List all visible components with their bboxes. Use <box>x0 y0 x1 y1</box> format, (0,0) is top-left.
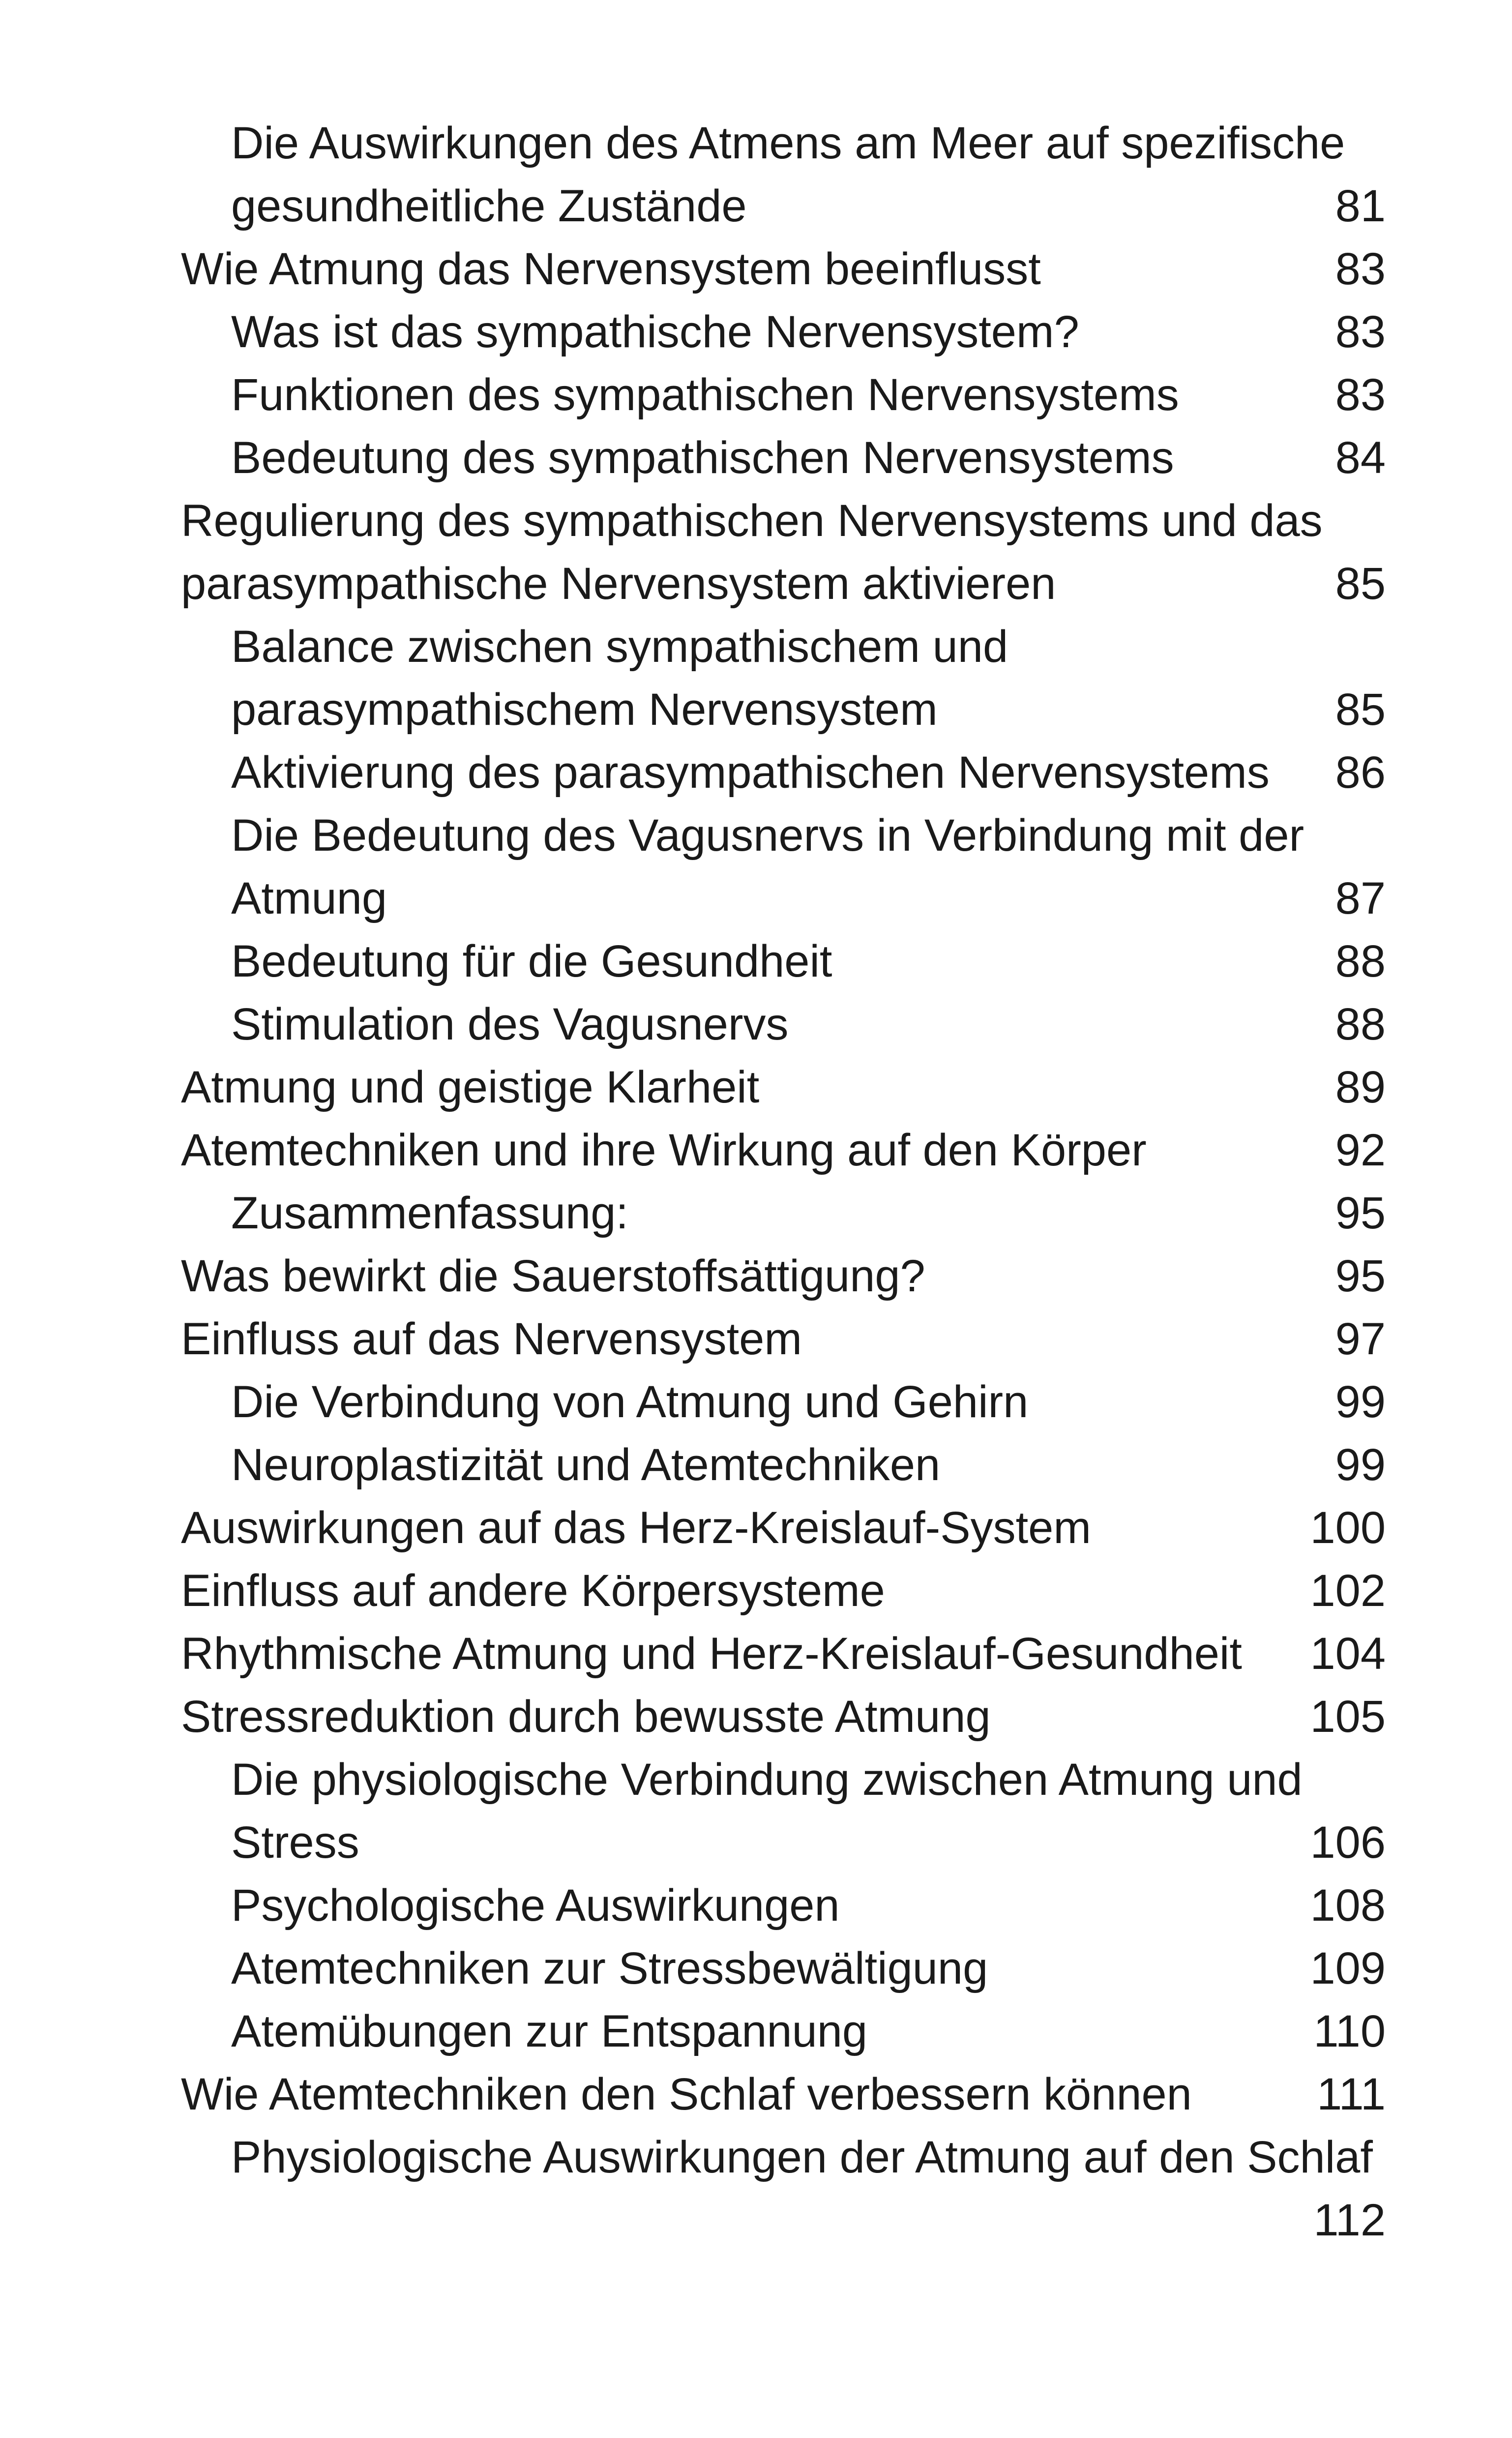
toc-entry-title: Was bewirkt die Sauerstoffsättigung? <box>181 1251 925 1301</box>
toc-entry-title: Was ist das sympathische Nervensystem? <box>231 307 1079 357</box>
toc-entry-line <box>181 426 1386 489</box>
toc-entry-title: Psychologische Auswirkungen <box>231 1880 840 1931</box>
toc-entry-line <box>181 930 1386 993</box>
toc-entry-title: Die Verbindung von Atmung und Gehirn <box>231 1377 1029 1427</box>
toc-entry[interactable] <box>181 1496 1386 1559</box>
toc-entry-title: Rhythmische Atmung und Herz-Kreislauf-Gesundheit <box>181 1629 1242 1679</box>
toc-page-number: 83 <box>1335 307 1386 357</box>
toc-entry-line <box>181 552 1386 615</box>
toc-entry[interactable] <box>181 1182 1386 1245</box>
toc-entry-title: Bedeutung für die Gesundheit <box>231 936 832 986</box>
toc-entry-title: Atemübungen zur Entspannung <box>231 2006 868 2056</box>
toc-entry-line <box>181 2126 1386 2189</box>
toc-page-number: 84 <box>1335 433 1386 483</box>
toc-entry[interactable] <box>181 1119 1386 1182</box>
toc-entry-title: Die Bedeutung des Vagusnervs in Verbindung mit der <box>231 810 1304 861</box>
toc-entry[interactable] <box>181 489 1386 615</box>
toc-page-number: 108 <box>1310 1880 1386 1931</box>
toc-entry-line <box>181 1622 1386 1685</box>
toc-entry-line <box>181 867 1386 930</box>
toc-entry-title: gesundheitliche Zustände <box>231 181 747 231</box>
toc-entry[interactable] <box>181 741 1386 804</box>
toc-page-number: 92 <box>1335 1125 1386 1175</box>
toc-page-number: 105 <box>1310 1692 1386 1742</box>
toc-entry-line <box>181 1685 1386 1748</box>
toc-page-number: 104 <box>1310 1629 1386 1679</box>
toc-entry-line <box>181 1056 1386 1119</box>
toc-entry-title: Neuroplastizität und Atemtechniken <box>231 1440 941 1490</box>
toc-entry-title: Regulierung des sympathischen Nervensystems und das <box>181 496 1323 546</box>
toc-page-number: 112 <box>1313 2195 1386 2245</box>
toc-entry-title: Atmung und geistige Klarheit <box>181 1062 760 1112</box>
toc-entry-title: Aktivierung des parasympathischen Nervensystems <box>231 747 1270 798</box>
toc-entry[interactable] <box>181 363 1386 426</box>
toc-entry-line <box>181 175 1386 238</box>
toc-page-number: 102 <box>1310 1566 1386 1616</box>
toc-entry[interactable] <box>181 238 1386 300</box>
toc-entry[interactable] <box>181 1622 1386 1685</box>
toc-entry-title: Physiologische Auswirkungen der Atmung auf den Schlaf <box>231 2132 1373 2182</box>
toc-page-number: 85 <box>1335 559 1386 609</box>
toc-entry-line <box>181 1811 1386 1874</box>
toc-entry-line <box>181 615 1386 678</box>
toc-entry-line <box>181 1245 1386 1308</box>
toc-entry[interactable] <box>181 1245 1386 1308</box>
toc-entry-line <box>181 1182 1386 1245</box>
toc-entry[interactable] <box>181 1559 1386 1622</box>
toc-entry[interactable] <box>181 930 1386 993</box>
toc-entry-title: Bedeutung des sympathischen Nervensystems <box>231 433 1174 483</box>
toc-page-number: 99 <box>1335 1440 1386 1490</box>
toc-entry-line <box>181 804 1386 867</box>
toc-page-number: 95 <box>1335 1188 1386 1238</box>
toc-entry[interactable] <box>181 1874 1386 1937</box>
toc-entry-line <box>181 112 1386 175</box>
toc-entry[interactable] <box>181 993 1386 1056</box>
toc-entry-title: Stressreduktion durch bewusste Atmung <box>181 1692 991 1742</box>
toc-entry-line <box>181 1370 1386 1433</box>
toc-page-number: 87 <box>1335 873 1386 923</box>
toc-page-number: 97 <box>1335 1314 1386 1364</box>
toc-entry-line <box>181 2063 1386 2126</box>
toc-entry-line <box>181 741 1386 804</box>
toc-entry-title: Funktionen des sympathischen Nervensystems <box>231 370 1179 420</box>
toc-page-number: 88 <box>1335 999 1386 1049</box>
toc-entry-title: Auswirkungen auf das Herz-Kreislauf-System <box>181 1503 1091 1553</box>
toc-entry[interactable] <box>181 112 1386 238</box>
toc-entry-line <box>181 1559 1386 1622</box>
toc-entry-title: Wie Atemtechniken den Schlaf verbessern können <box>181 2069 1192 2119</box>
toc-entry[interactable] <box>181 1748 1386 1874</box>
toc-entry-title: Wie Atmung das Nervensystem beeinflusst <box>181 244 1041 294</box>
toc-page-number: 81 <box>1335 181 1386 231</box>
toc-entry[interactable] <box>181 804 1386 930</box>
toc-entry-title: Atemtechniken zur Stressbewältigung <box>231 1943 988 1993</box>
toc-entry[interactable] <box>181 615 1386 741</box>
toc-entry[interactable] <box>181 1433 1386 1496</box>
toc-entry-line <box>181 1496 1386 1559</box>
toc-entry-line <box>181 238 1386 300</box>
toc-entry-title: Die Auswirkungen des Atmens am Meer auf spezifische <box>231 118 1345 168</box>
toc-entry[interactable] <box>181 1308 1386 1370</box>
toc-page-number: 111 <box>1317 2069 1386 2119</box>
toc-entry-title: Stimulation des Vagusnervs <box>231 999 789 1049</box>
toc-page-number: 109 <box>1310 1943 1386 1993</box>
toc-entry-title: Zusammenfassung: <box>231 1188 628 1238</box>
toc-entry-title: Stress <box>231 1817 359 1868</box>
toc-entry-line <box>181 1748 1386 1811</box>
toc-entry[interactable] <box>181 1685 1386 1748</box>
toc-entry-title: Einfluss auf andere Körpersysteme <box>181 1566 885 1616</box>
toc-entry-line <box>181 1874 1386 1937</box>
toc-page-number: 88 <box>1335 936 1386 986</box>
toc-entry-line <box>181 1433 1386 1496</box>
toc-page-number: 95 <box>1335 1251 1386 1301</box>
toc-entry-line <box>181 1308 1386 1370</box>
toc-entry-title: parasympathische Nervensystem aktivieren <box>181 559 1056 609</box>
toc-page-number: 106 <box>1310 1817 1386 1868</box>
toc-entry-title: parasympathischem Nervensystem <box>231 684 938 735</box>
toc-entry-title: Einfluss auf das Nervensystem <box>181 1314 802 1364</box>
toc-entry[interactable] <box>181 2063 1386 2126</box>
toc-entry[interactable] <box>181 2000 1386 2063</box>
toc-entry-line <box>181 2189 1386 2252</box>
toc-entry-title: Die physiologische Verbindung zwischen Atmung und <box>231 1754 1303 1805</box>
toc-page-number: 89 <box>1335 1062 1386 1112</box>
toc-entry[interactable] <box>181 1937 1386 2000</box>
toc-page-number: 85 <box>1335 684 1386 735</box>
toc-page-number: 100 <box>1310 1503 1386 1553</box>
toc-page-number: 83 <box>1335 244 1386 294</box>
toc-entry-line <box>181 489 1386 552</box>
toc-entry-line <box>181 363 1386 426</box>
toc-entry[interactable] <box>181 300 1386 363</box>
toc-entry-line <box>181 993 1386 1056</box>
toc-entry[interactable] <box>181 1370 1386 1433</box>
toc-entry-title: Balance zwischen sympathischem und <box>231 622 1008 672</box>
toc-page-number: 99 <box>1335 1377 1386 1427</box>
toc-entry-title: Atmung <box>231 873 387 923</box>
toc-page-number: 110 <box>1313 2006 1386 2056</box>
toc-entry-line <box>181 2000 1386 2063</box>
toc-page-number: 86 <box>1335 747 1386 798</box>
toc-page-number: 83 <box>1335 370 1386 420</box>
toc-entry-line <box>181 678 1386 741</box>
table-of-contents <box>181 112 1386 2252</box>
toc-entry-line <box>181 1937 1386 2000</box>
toc-entry[interactable] <box>181 2126 1386 2252</box>
toc-entry[interactable] <box>181 1056 1386 1119</box>
toc-entry-line <box>181 1119 1386 1182</box>
toc-entry-title: Atemtechniken und ihre Wirkung auf den Körper <box>181 1125 1147 1175</box>
toc-entry[interactable] <box>181 426 1386 489</box>
toc-entry-line <box>181 300 1386 363</box>
